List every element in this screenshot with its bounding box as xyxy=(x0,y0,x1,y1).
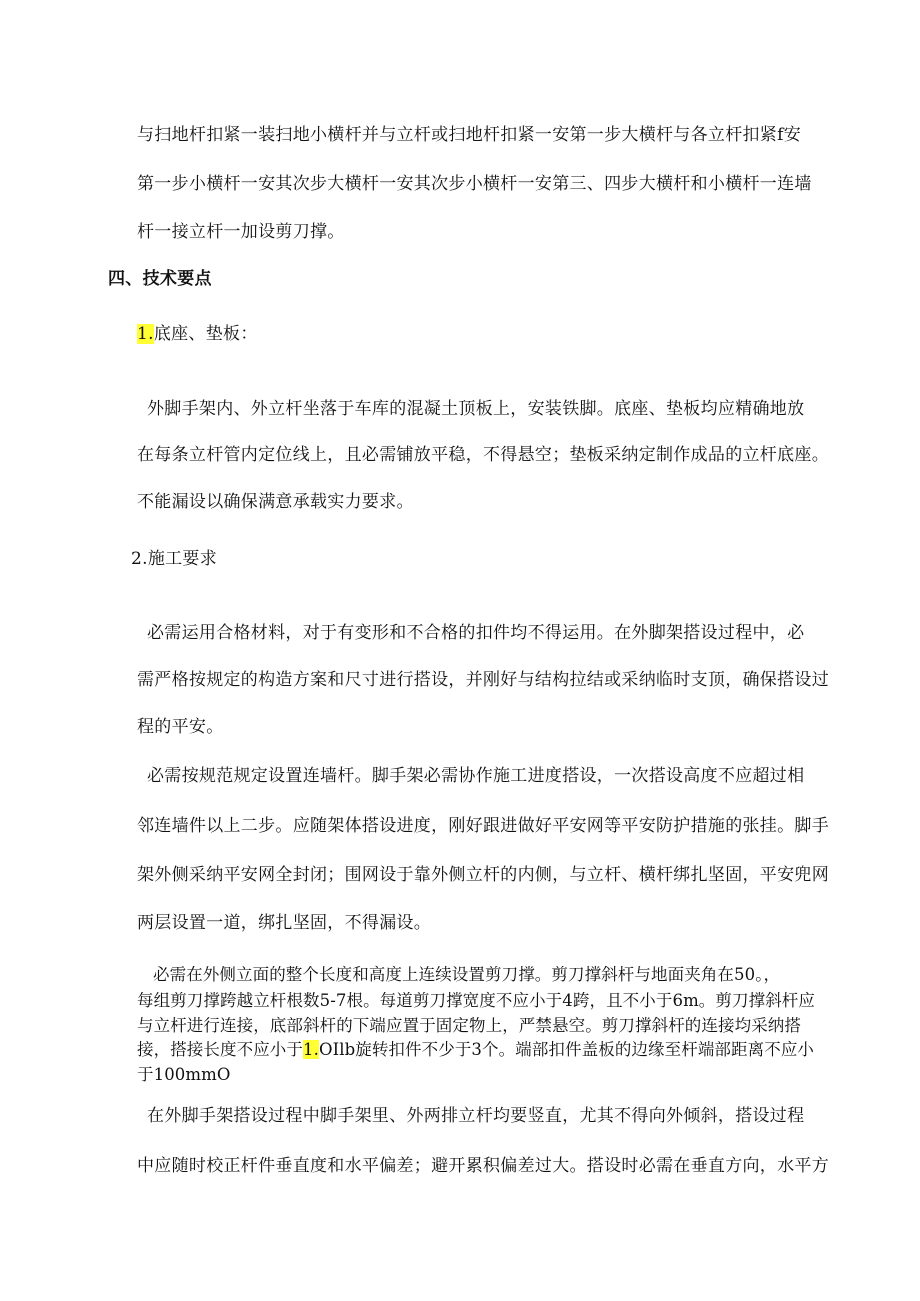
highlighted-number: 1. xyxy=(303,1040,319,1059)
paragraph-line: 与扫地杆扣紧一装扫地小横杆并与立杆或扫地杆扣紧一安第一步大横杆与各立杆扣紧f安 xyxy=(137,125,801,145)
text-run: 接，搭接长度不应小于 xyxy=(137,1040,303,1059)
paragraph-line: 程的平安。 xyxy=(137,717,224,737)
section-heading: 四、技术要点 xyxy=(108,269,212,289)
paragraph-line: 需严格按规定的构造方案和尺寸进行搭设，并刚好与结构拉结或采纳临时支顶，确保搭设过 xyxy=(137,670,829,690)
item-heading-base xyxy=(137,323,258,345)
paragraph-line: 每组剪刀撑跨越立杆根数5-7根。每道剪刀撑宽度不应小于4跨，且不小于6m。剪刀撑斜杆应 xyxy=(137,991,816,1010)
paragraph-line xyxy=(137,1039,814,1061)
paragraph-line: 邻连墙件以上二步。应随架体搭设进度，刚好跟进做好平安网等平安防护措施的张挂。脚手 xyxy=(137,816,829,836)
paragraph-line: 在每条立杆管内定位线上，且必需铺放平稳，不得悬空；垫板采纳定制作成品的立杆底座。 xyxy=(137,445,829,465)
paragraph-line: 必需运用合格材料，对于有变形和不合格的扣件均不得运用。在外脚架搭设过程中，必 xyxy=(147,623,805,643)
paragraph-line: 不能漏设以确保满意承载实力要求。 xyxy=(137,492,414,512)
paragraph-line: 与立杆进行连接，底部斜杆的下端应置于固定物上，严禁悬空。剪刀撑斜杆的连接均采纳搭 xyxy=(137,1016,801,1035)
paragraph-line: 必需按规范规定设置连墙杆。脚手架必需协作施工进度搭设，一次搭设高度不应超过相 xyxy=(147,766,805,786)
paragraph-line: 必需在外侧立面的整个长度和高度上连续设置剪刀撑。剪刀撑斜杆与地面夹角在50。， xyxy=(153,965,781,984)
paragraph-line: 在外脚手架搭设过程中脚手架里、外两排立杆均要竖直，尤其不得向外倾斜，搭设过程 xyxy=(147,1106,805,1126)
paragraph-line: 外脚手架内、外立杆坐落于车库的混凝土顶板上，安装铁脚。底座、垫板均应精确地放 xyxy=(147,399,805,419)
item-title: 底座、垫板： xyxy=(153,324,258,344)
text-run: OIlb旋转扣件不少于3个。端部扣件盖板的边缘至杆端部距离不应小 xyxy=(318,1040,815,1059)
item-heading-construction: 2.施工要求 xyxy=(131,549,218,569)
paragraph-line: 两层设置一道，绑扎坚固，不得漏设。 xyxy=(137,913,432,933)
highlighted-number: 1. xyxy=(137,324,154,344)
paragraph-line: 于100mmO xyxy=(137,1065,231,1084)
paragraph-line: 第一步小横杆一安其次步大横杆一安其次步小横杆一安第三、四步大横杆和小横杆一连墙 xyxy=(137,174,812,194)
paragraph-line: 中应随时校正杆件垂直度和水平偏差；避开累积偏差过大。搭设时必需在垂直方向，水平方 xyxy=(137,1156,829,1176)
paragraph-line: 杆一接立杆一加设剪刀撑。 xyxy=(137,222,345,242)
paragraph-line: 架外侧采纳平安网全封闭；围网设于靠外侧立杆的内侧，与立杆、横杆绑扎坚固，平安兜网 xyxy=(137,865,829,885)
